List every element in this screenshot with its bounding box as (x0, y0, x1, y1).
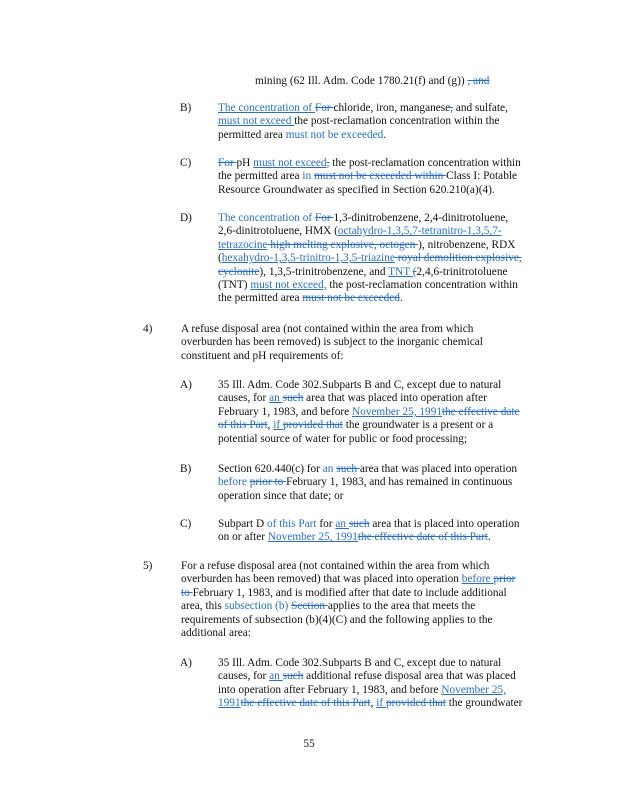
line: before prior to February 1, 1983, and has remained in continuous (218, 476, 513, 489)
page-number: 55 (303, 738, 315, 750)
continuation-line: mining (62 Ill. Adm. Code 1780.21(f) and (g)) , and (255, 75, 490, 87)
line: causes, for an such additional refuse disposal area that was placed (218, 670, 516, 683)
label-a: A) (180, 379, 192, 391)
label-a: A) (180, 657, 192, 669)
line: Subpart D of this Part for an such area that is placed into operation (218, 518, 520, 530)
line: the permitted area must not be exceeded. (218, 292, 403, 305)
line: The concentration of For chloride, iron, manganese, and sulfate, (218, 102, 508, 114)
label-d: D) (180, 212, 192, 224)
document-page: mining (62 Ill. Adm. Code 1780.21(f) and (g)) , and B) The concentration of For chloride, iron, manganese, and sulfate, must not exceed the post-reclamation concentration within the permitted area must not be exceeded. C) For pH must not exceed, the post-reclamation concentration within the permitted area in must not be exceeded within Class I: Potable Resource Groundwater as specified in Section 620.210(a)(4). D) The concentration of For 1,3-dinitrobenzene, 2,4-dinitrotoluene, 2,6-dinitrotoluene, HMX (octahydro-1,3,5,7-tetranitro-1,3,5,7- tetrazocine high melting explosive, octogen ), nitrobenzene, RDX (hexahydro-1,3,5-trinitro-1,3,5-triazine royal demolition explosive, cyclonite), 1,3,5-trinitrobenzene, and TNT (2,4,6-trinitrotoluene (TNT) must not exceed, the post-reclamation concentration within the permitted area must not be exceeded. 4) A refuse disposal area (not contained within the area from which overburden has been removed) is subject to the inorganic chemical constituent and pH requirements of: A) 35 Ill. Adm. Code 302.Subparts B and C, except due to natural causes, for an such area that was placed into operation after February 1, 1983, and before November 25, 1991the effective date of this Part, if provided that the groundwater is a present or a potential source of water for public or food processing; B) Section 620.440(c) for an such area that was placed into operation before prior to February 1, 1983, and has remained in continuous operation since that date; or C) Subpart D of this Part for an such area that is placed into operation on or after November 25, 1991the effective date of this Part. 5) For a refuse disposal area (not contained within the area from which overburden has been removed) that was placed into operation before prior to February 1, 1983, and is modified after that date to include additional area, this subsection (b) Section applies to the area that meets the requirements of subsection (b)(4)(C) and the following applies to the additional area: A) 35 Ill. Adm. Code 302.Subparts B and C, except due to natural causes, for an such additional refuse disposal area that was placed into operation after February 1, 1983, and before November 25, 1991the effective date of this Part, if provided that the groundwater 55 (0, 0, 618, 800)
line: overburden has been removed) that was placed into operation before prior (181, 573, 516, 586)
line: 1991the effective date of this Part, if provided that the groundwater (218, 697, 523, 710)
line: permitted area must not be exceeded. (218, 128, 387, 141)
line: cyclonite), 1,3,5-trinitrobenzene, and TNT (2,4,6-trinitrotoluene (218, 265, 508, 278)
line: The concentration of For 1,3-dinitrobenzene, 2,4-dinitrotoluene, (218, 212, 509, 224)
line: For pH must not exceed, the post-reclamation concentration within (218, 157, 521, 169)
line: the permitted area in must not be exceeded within Class I: Potable (218, 170, 517, 183)
line: area, this subsection (b) Section applies to the area that meets the (181, 600, 476, 613)
label-5: 5) (143, 560, 153, 572)
line: of this Part, if provided that the groundwater is a present or a (218, 419, 494, 432)
line: (hexahydro-1,3,5-trinitro-1,3,5-triazine royal demolition explosive, (218, 252, 522, 265)
line: must not exceed the post-reclamation concentration within the (218, 115, 500, 128)
line: February 1, 1983, and before November 25, 1991the effective date (218, 405, 520, 418)
line: Resource Groundwater as specified in Section 620.210(a)(4). (218, 183, 495, 196)
line: on or after November 25, 1991the effective date of this Part. (218, 531, 491, 544)
line: into operation after February 1, 1983, and before November 25, (218, 683, 506, 696)
label-c: C) (180, 518, 192, 530)
line: (TNT) must not exceed, the post-reclamation concentration within (218, 279, 518, 292)
line: Section 620.440(c) for an such area that was placed into operation (218, 463, 517, 475)
label-b: B) (180, 463, 192, 475)
line: tetrazocine high melting explosive, octogen ), nitrobenzene, RDX (218, 238, 516, 251)
label-4: 4) (143, 323, 153, 335)
label-b: B) (180, 102, 192, 114)
line: 2,6-dinitrotoluene, HMX (octahydro-1,3,5,7-tetranitro-1,3,5,7- (218, 225, 502, 238)
line: causes, for an such area that was placed into operation after (218, 392, 487, 405)
line: to February 1, 1983, and is modified after that date to include additional (181, 586, 507, 599)
label-c: C) (180, 157, 192, 169)
